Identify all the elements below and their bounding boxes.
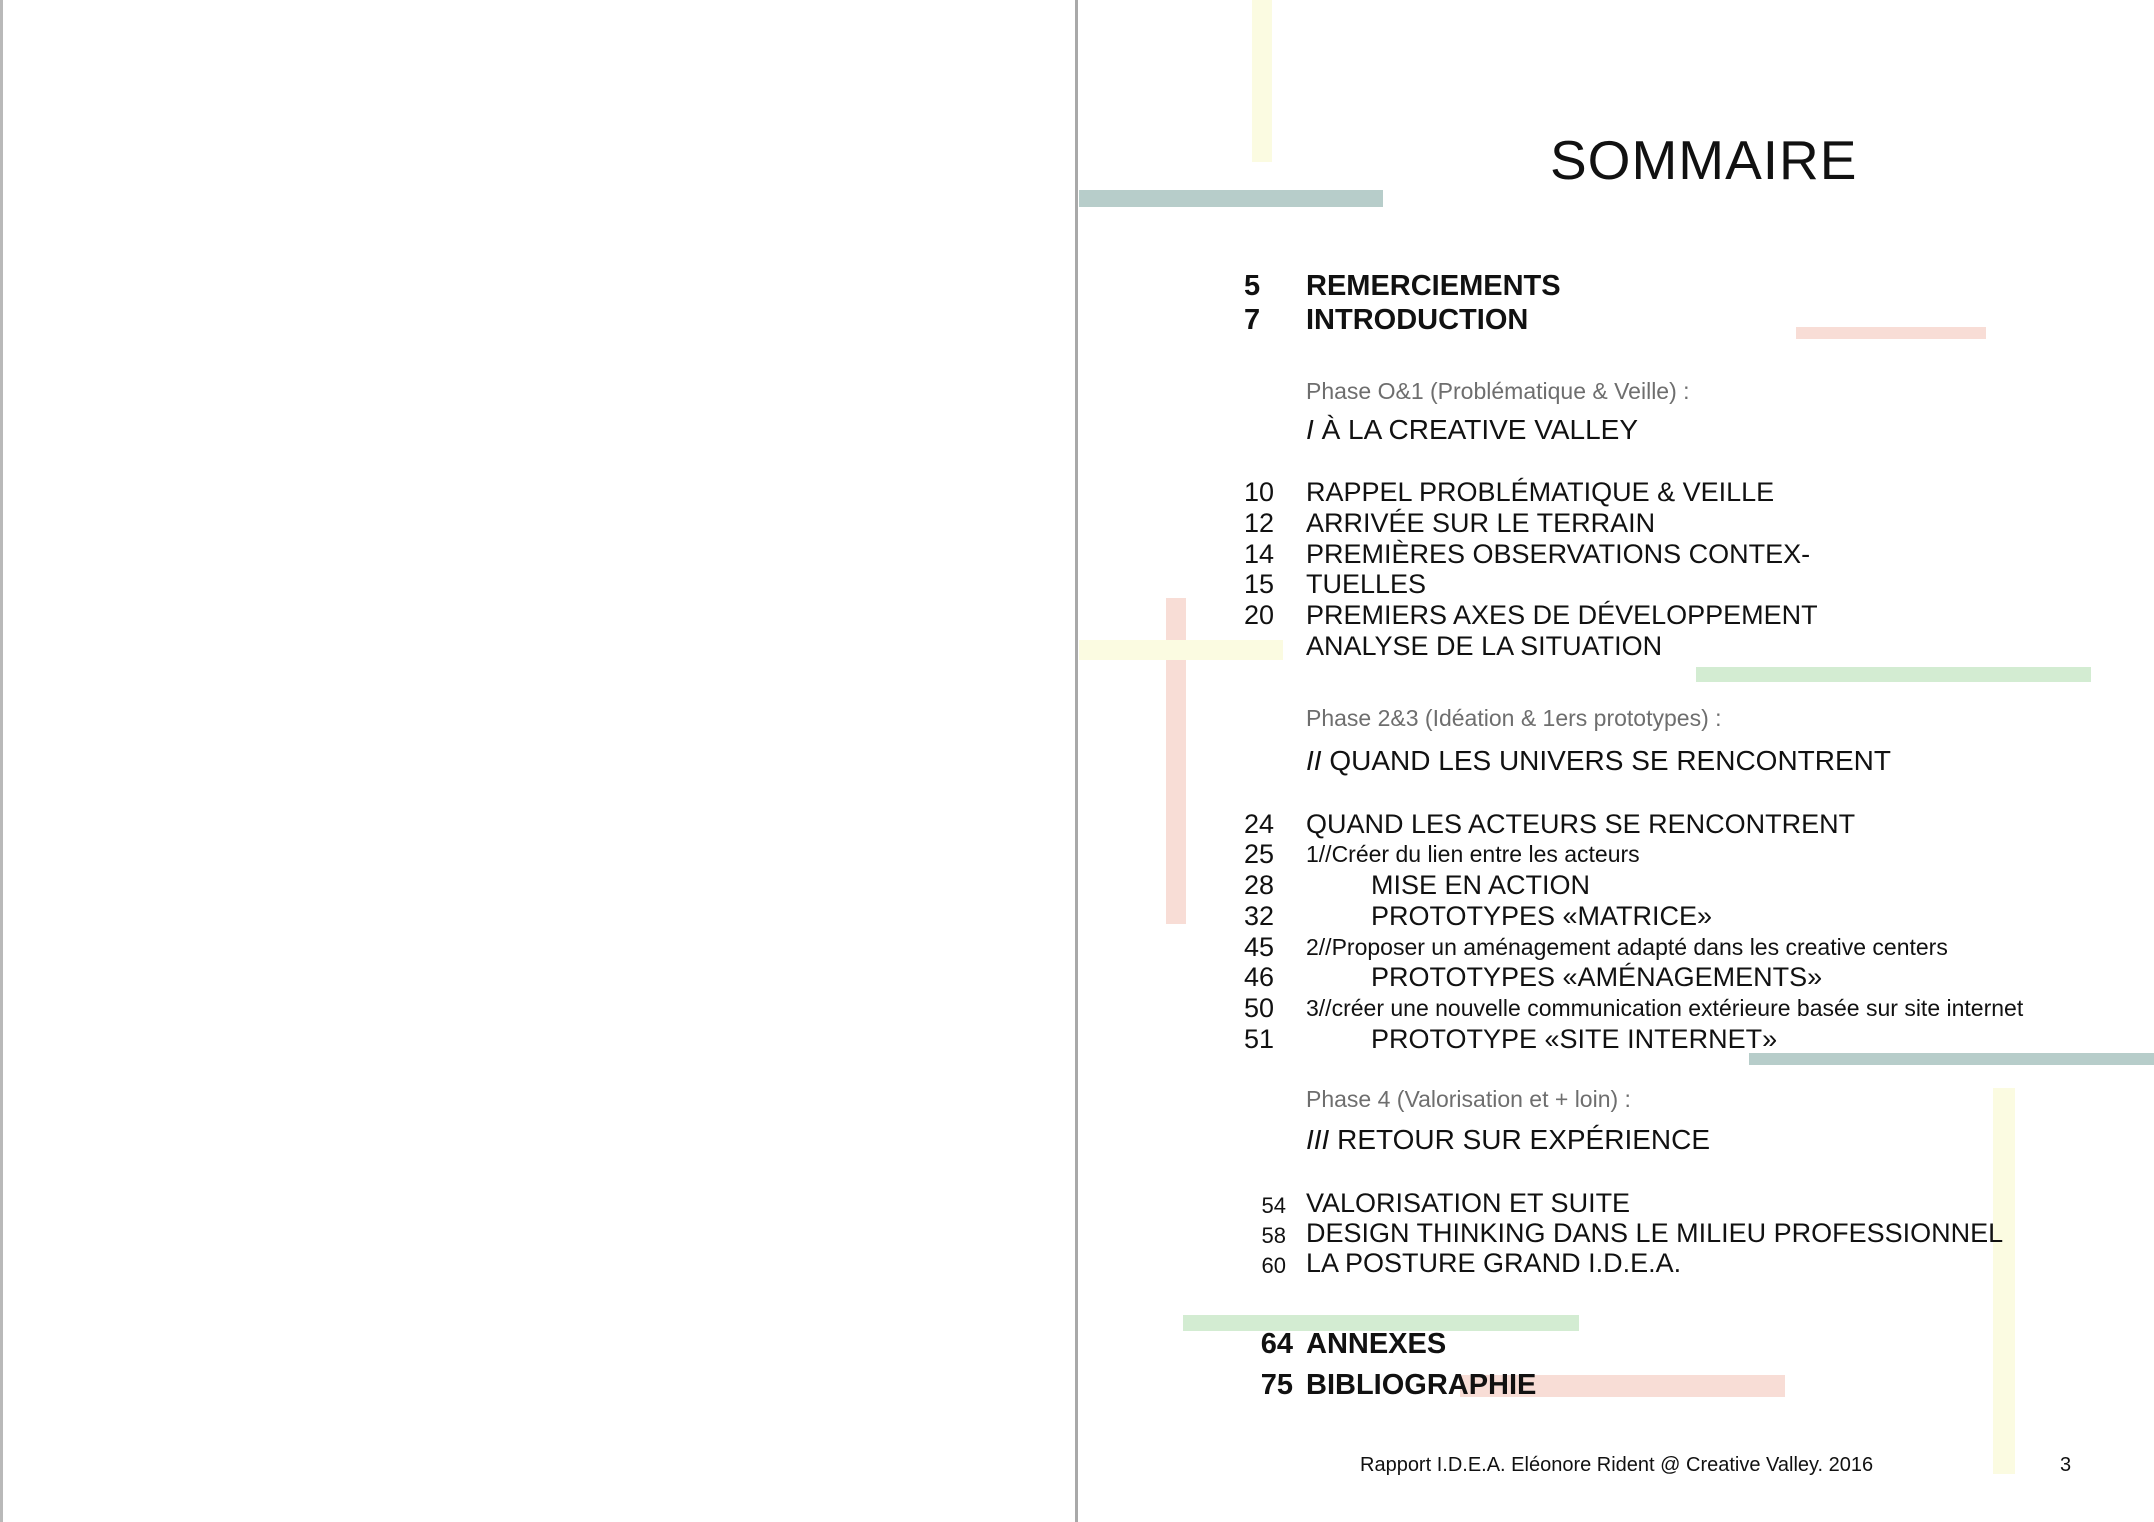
toc-page-number: 50: [1244, 993, 1275, 1023]
toc-page-number: 51: [1244, 1024, 1275, 1054]
book-spine: [1075, 0, 1078, 1522]
page-title: SOMMAIRE: [1550, 129, 1858, 191]
toc-entry[interactable]: PROTOTYPES «MATRICE»: [1371, 901, 1713, 931]
part1-title-text: À LA CREATIVE VALLEY: [1321, 414, 1638, 445]
toc-page-number: 7: [1244, 304, 1261, 336]
toc-page-number: 24: [1244, 809, 1275, 839]
toc-entry[interactable]: ANALYSE DE LA SITUATION: [1306, 631, 1663, 661]
toc-page-number: 25: [1244, 839, 1275, 869]
toc-entry[interactable]: PREMIERS AXES DE DÉVELOPPEMENT: [1306, 600, 1818, 630]
left-page-edge: [0, 0, 3, 1522]
deco-bar-teal-top: [1079, 190, 1383, 207]
part3-roman-numeral: III: [1306, 1124, 1330, 1155]
toc-page-number: 75: [1260, 1369, 1293, 1401]
deco-bar-teal-right: [1749, 1053, 2154, 1065]
toc-page-number: 20: [1244, 600, 1275, 630]
part1-chapter-title[interactable]: [1306, 414, 1638, 446]
toc-entry[interactable]: DESIGN THINKING DANS LE MILIEU PROFESSIONNEL: [1306, 1218, 2004, 1248]
part1-phase-label: Phase O&1 (Problématique & Veille) :: [1306, 378, 1690, 404]
page-footer: Rapport I.D.E.A. Eléonore Rident @ Creative Valley. 2016: [1360, 1454, 1874, 1476]
toc-entry[interactable]: PROTOTYPES «AMÉNAGEMENTS»: [1371, 962, 1823, 992]
toc-entry[interactable]: PROTOTYPE «SITE INTERNET»: [1371, 1024, 1778, 1054]
toc-entry[interactable]: 3//créer une nouvelle communication extérieure basée sur site internet: [1306, 995, 2024, 1021]
part3-phase-label: Phase 4 (Valorisation et + loin) :: [1306, 1086, 1631, 1112]
toc-entry[interactable]: MISE EN ACTION: [1371, 870, 1591, 900]
toc-page-number: 45: [1244, 932, 1275, 962]
toc-page-number: 54: [1261, 1193, 1286, 1218]
toc-entry[interactable]: ARRIVÉE SUR LE TERRAIN: [1306, 508, 1656, 538]
toc-entry[interactable]: LA POSTURE GRAND I.D.E.A.: [1306, 1248, 1682, 1278]
toc-page-number: 60: [1261, 1253, 1286, 1278]
part2-phase-label: Phase 2&3 (Idéation & 1ers prototypes) :: [1306, 705, 1722, 731]
part2-roman-numeral: II: [1306, 745, 1322, 776]
deco-bar-green-mid-right: [1696, 667, 2091, 682]
toc-page-number: 32: [1244, 901, 1275, 931]
toc-entry[interactable]: 1//Créer du lien entre les acteurs: [1306, 841, 1640, 867]
part2-title-text: QUAND LES UNIVERS SE RENCONTRENT: [1329, 745, 1891, 776]
toc-entry[interactable]: PREMIÈRES OBSERVATIONS CONTEX-: [1306, 539, 1811, 569]
toc-entry-introduction[interactable]: INTRODUCTION: [1306, 304, 1529, 336]
toc-page-number: 12: [1244, 508, 1275, 538]
deco-bar-yellow-vertical-top: [1252, 0, 1272, 162]
toc-entry[interactable]: VALORISATION ET SUITE: [1306, 1188, 1631, 1218]
toc-page-number: 15: [1244, 569, 1275, 599]
toc-entry[interactable]: RAPPEL PROBLÉMATIQUE & VEILLE: [1306, 477, 1775, 507]
toc-entry-remerciements[interactable]: REMERCIEMENTS: [1306, 270, 1561, 302]
toc-page-number: 58: [1261, 1223, 1286, 1248]
toc-entry[interactable]: QUAND LES ACTEURS SE RENCONTRENT: [1306, 809, 1856, 839]
part1-roman-numeral: I: [1306, 414, 1314, 445]
part3-title-text: RETOUR SUR EXPÉRIENCE: [1337, 1124, 1711, 1155]
toc-page-number: 10: [1244, 477, 1275, 507]
part2-chapter-title[interactable]: [1306, 745, 1891, 777]
toc-page-number: 46: [1244, 962, 1275, 992]
toc-entry[interactable]: TUELLES: [1306, 569, 1427, 599]
deco-bar-yellow-vertical-right: [1993, 1088, 2015, 1474]
toc-page-number: 28: [1244, 870, 1275, 900]
deco-bar-pink-top-right: [1796, 327, 1986, 339]
deco-bar-yellow-left: [1079, 640, 1283, 660]
toc-entry-bibliographie[interactable]: BIBLIOGRAPHIE: [1306, 1369, 1537, 1401]
page-number: 3: [2060, 1454, 2072, 1476]
toc-page-number: 5: [1244, 270, 1261, 302]
toc-page-number: 14: [1244, 539, 1275, 569]
toc-entry-annexes[interactable]: ANNEXES: [1306, 1328, 1447, 1360]
toc-page-number: 64: [1260, 1328, 1293, 1360]
toc-entry[interactable]: 2//Proposer un aménagement adapté dans les creative centers: [1306, 934, 1948, 960]
part3-chapter-title[interactable]: [1306, 1124, 1710, 1156]
